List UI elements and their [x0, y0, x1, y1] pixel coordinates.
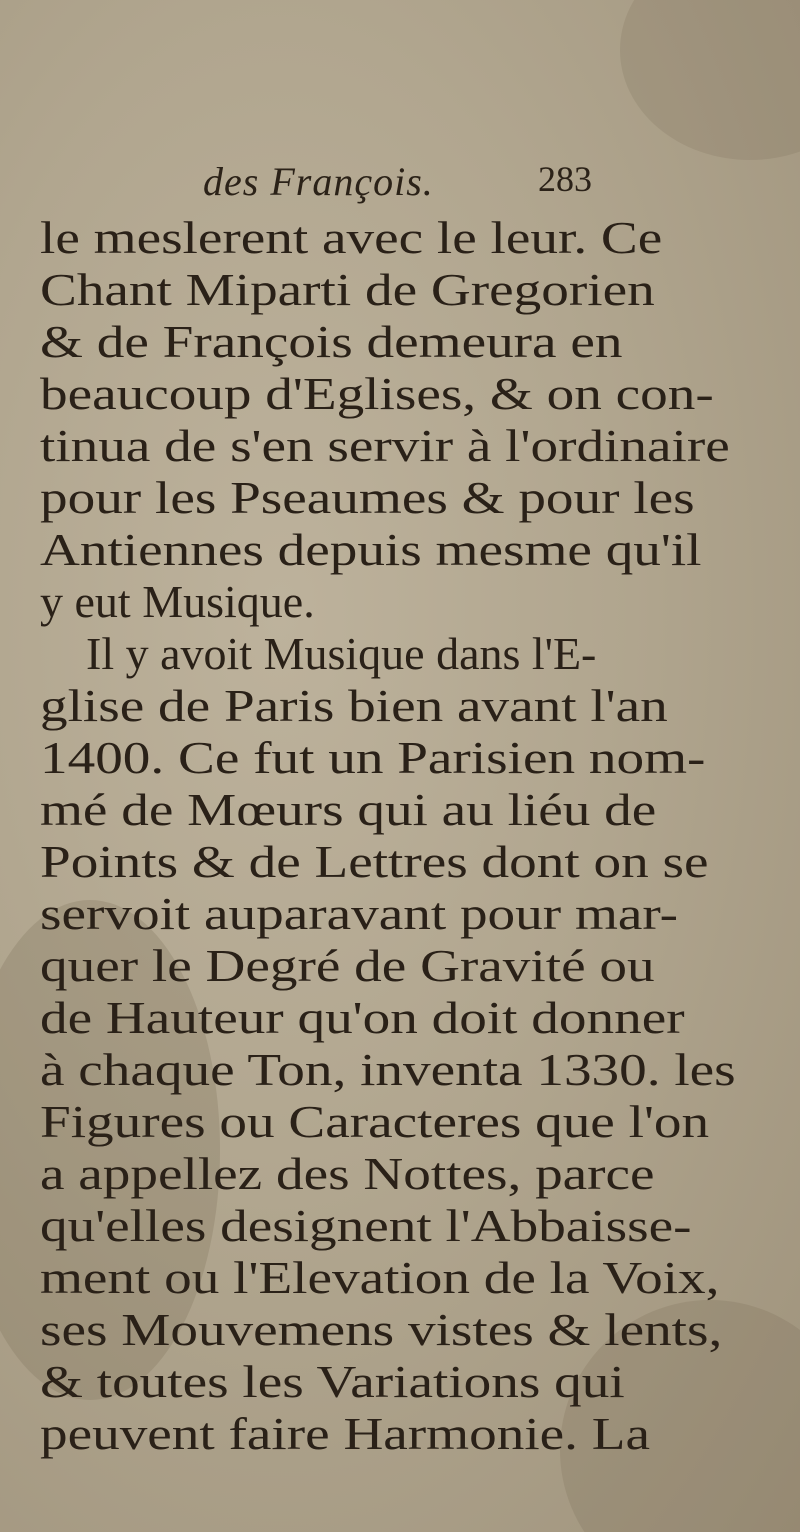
text-line: glise de Paris bien avant l'an: [40, 680, 668, 731]
text-line: Antiennes depuis mesme qu'il: [40, 524, 702, 575]
text-line: 1400. Ce fut un Parisien nom-: [40, 732, 706, 783]
text-line: à chaque Ton, inventa 1330. les: [40, 1044, 736, 1095]
text-line: beaucoup d'Eglises, & on con-: [40, 368, 714, 419]
text-line: & de François demeura en: [40, 316, 623, 367]
text-line: Il y avoit Musique dans l'E-: [86, 628, 597, 679]
page-number: 283: [538, 159, 592, 199]
page-header: [0, 158, 800, 208]
text-line: y eut Musique.: [40, 576, 315, 627]
text-line: tinua de s'en servir à l'ordinaire: [40, 420, 730, 471]
text-line: Points & de Lettres dont on se: [40, 836, 709, 887]
text-line: le meslerent avec le leur. Ce: [40, 212, 663, 263]
text-line: & toutes les Variations qui: [40, 1356, 625, 1407]
text-line: servoit auparavant pour mar-: [40, 888, 679, 939]
running-title: des François.: [203, 159, 434, 204]
text-line: mé de Mœurs qui au liéu de: [40, 784, 657, 835]
text-line: ses Mouvemens vistes & lents,: [40, 1304, 723, 1355]
text-line: Chant Miparti de Gregorien: [40, 264, 655, 315]
text-line: de Hauteur qu'on doit donner: [40, 992, 685, 1043]
text-line: Figures ou Caracteres que l'on: [40, 1096, 710, 1147]
text-line: pour les Pseaumes & pour les: [40, 472, 695, 523]
text-line: ment ou l'Elevation de la Voix,: [40, 1252, 720, 1303]
paper-stain: [620, 0, 800, 160]
text-line: quer le Degré de Gravité ou: [40, 940, 655, 991]
text-line: qu'elles designent l'Abbaisse-: [40, 1200, 692, 1251]
text-line: a appellez des Nottes, parce: [40, 1148, 655, 1199]
text-line: peuvent faire Harmonie. La: [40, 1408, 650, 1459]
